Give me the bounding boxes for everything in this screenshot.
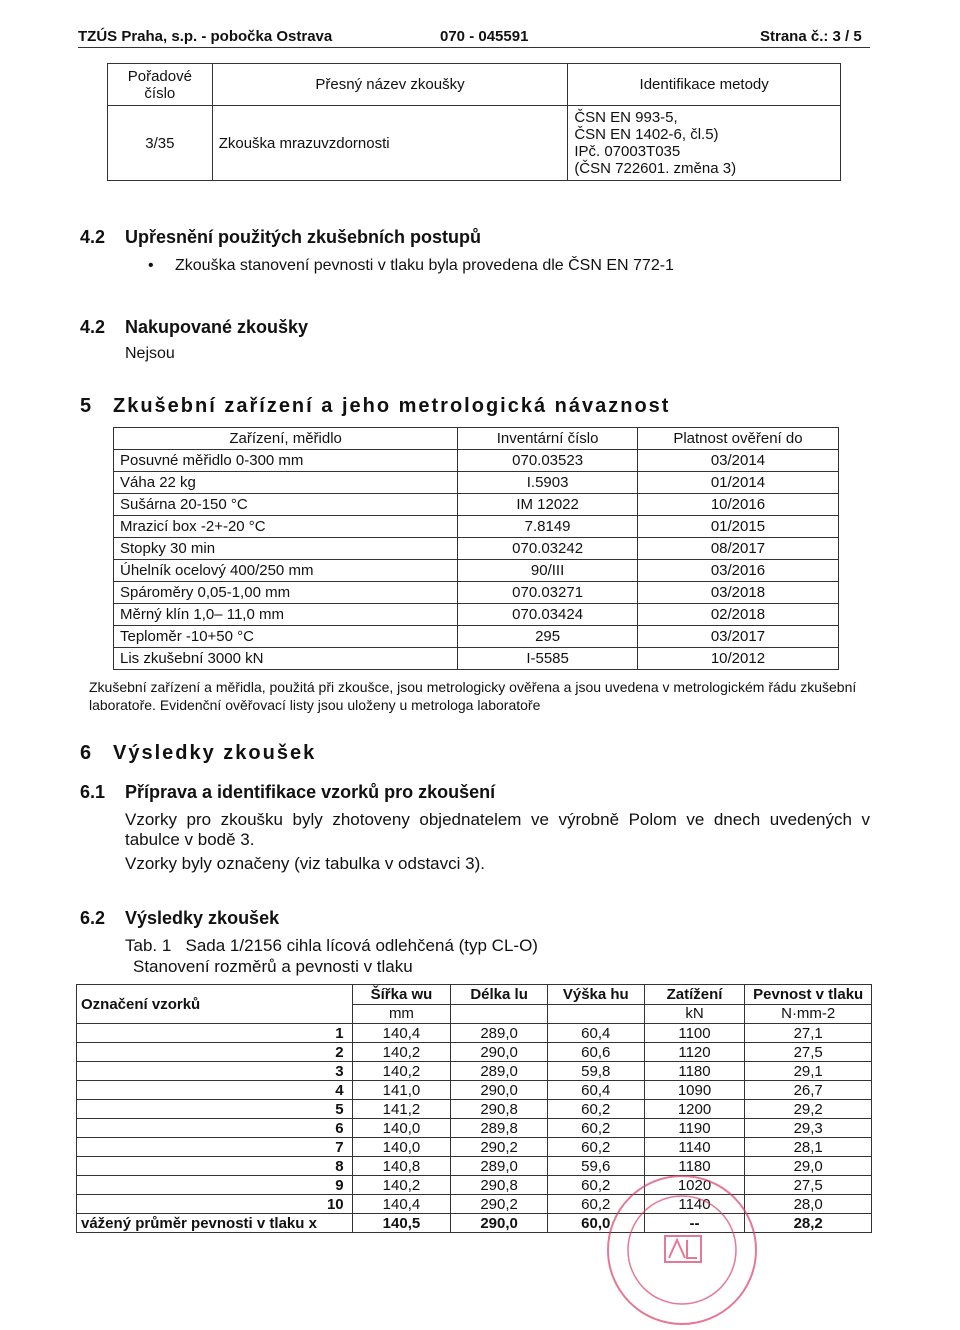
cell-length: 289,0: [451, 1024, 548, 1043]
section-4-2a-number: 4.2: [80, 227, 106, 247]
test-row-number: 3/35: [108, 106, 213, 181]
cell-width: 141,0: [352, 1081, 451, 1100]
eq-validity: 03/2018: [637, 582, 838, 604]
eq-device: Teploměr -10+50 °C: [114, 626, 458, 648]
cell-height: 60,2: [547, 1119, 644, 1138]
section-6-1-para2: Vzorky byly označeny (viz tabulka v odstavci 3).: [125, 854, 485, 873]
cell-load: 1180: [644, 1062, 745, 1081]
average-label: vážený průměr pevnosti v tlaku x: [77, 1214, 353, 1233]
eq-validity: 08/2017: [637, 538, 838, 560]
sample-id: 5: [77, 1100, 353, 1119]
col-header-length: Délka lu: [451, 985, 548, 1005]
eq-validity: 01/2015: [637, 516, 838, 538]
cell-width: 140,4: [352, 1024, 451, 1043]
cell-width: 140,2: [352, 1176, 451, 1195]
cell-strength: 27,1: [745, 1024, 872, 1043]
test-row-methods: [568, 106, 841, 181]
cell-strength: 28,0: [745, 1195, 872, 1214]
average-strength: 28,2: [745, 1214, 872, 1233]
cell-width: 140,8: [352, 1157, 451, 1176]
table-row: [77, 1119, 872, 1138]
eq-device: Posuvné měřidlo 0-300 mm: [114, 450, 458, 472]
section-6-1-para1: Vzorky pro zkoušku byly zhotoveny objednatelem ve výrobně Polom ve dnech uvedených v tabulce v bodě 3.: [125, 810, 870, 849]
eq-validity: 01/2014: [637, 472, 838, 494]
equipment-table: [113, 427, 839, 670]
header-doc-number: 070 - 045591: [440, 28, 529, 45]
test-row-name: Zkouška mrazuvzdornosti: [212, 106, 568, 181]
eq-validity: 03/2016: [637, 560, 838, 582]
cell-height: 60,4: [547, 1024, 644, 1043]
eq-device: Stopky 30 min: [114, 538, 458, 560]
average-height: 60,0: [547, 1214, 644, 1233]
method-line: IPč. 07003T035: [574, 143, 681, 160]
method-line: ČSN EN 1402-6, čl.5): [574, 126, 719, 143]
eq-validity: 10/2012: [637, 648, 838, 670]
cell-height: 60,6: [547, 1043, 644, 1062]
table-row: [77, 1100, 872, 1119]
eq-inventory: 070.03242: [458, 538, 638, 560]
eq-inventory: 070.03523: [458, 450, 638, 472]
cell-load: 1190: [644, 1119, 745, 1138]
section-6-1-title: Příprava a identifikace vzorků pro zkoušení: [125, 782, 496, 802]
col-header-load: Zatížení: [644, 985, 745, 1005]
cell-length: 289,8: [451, 1119, 548, 1138]
table-subcaption: Stanovení rozměrů a pevnosti v tlaku: [133, 957, 413, 976]
col-header-strength: Pevnost v tlaku: [745, 985, 872, 1005]
table-row: [114, 538, 839, 560]
section-4-2b-text: Nejsou: [125, 345, 175, 362]
sample-id: 10: [77, 1195, 353, 1214]
section-4-2b-number: 4.2: [80, 317, 106, 337]
cell-length: 289,0: [451, 1157, 548, 1176]
sample-id: 9: [77, 1176, 353, 1195]
section-4-2a-bullet: Zkouška stanovení pevnosti v tlaku byla provedena dle ČSN EN 772-1: [175, 257, 674, 274]
table-caption: Tab. 1 Sada 1/2156 cihla lícová odlehčená (typ CL-O): [125, 936, 538, 955]
cell-strength: 29,2: [745, 1100, 872, 1119]
method-line: ČSN EN 993-5,: [574, 109, 678, 126]
eq-header-validity: Platnost ověření do: [637, 428, 838, 450]
col-header-order: Pořadové číslo: [108, 64, 213, 106]
cell-length: 289,0: [451, 1062, 548, 1081]
section-6-1-number: 6.1: [80, 782, 106, 802]
eq-header-inventory: Inventární číslo: [458, 428, 638, 450]
cell-length: 290,8: [451, 1100, 548, 1119]
unit-strength: N·mm-2: [745, 1004, 872, 1024]
section-6-2-number: 6.2: [80, 908, 106, 928]
cell-strength: 28,1: [745, 1138, 872, 1157]
eq-device: Měrný klín 1,0– 11,0 mm: [114, 604, 458, 626]
cell-width: 140,0: [352, 1138, 451, 1157]
cell-width: 140,4: [352, 1195, 451, 1214]
eq-header-device: Zařízení, měřidlo: [114, 428, 458, 450]
col-header-width-label: Šířka wu: [370, 985, 433, 1003]
sample-id: 2: [77, 1043, 353, 1062]
average-length: 290,0: [451, 1214, 548, 1233]
cell-load: 1120: [644, 1043, 745, 1062]
cell-width: 140,0: [352, 1119, 451, 1138]
eq-inventory: 7.8149: [458, 516, 638, 538]
col-header-height: Výška hu: [547, 985, 644, 1005]
sample-id: 7: [77, 1138, 353, 1157]
unit-height: [547, 1004, 644, 1024]
cell-height: 60,4: [547, 1081, 644, 1100]
unit-load: kN: [644, 1004, 745, 1024]
cell-load: 1090: [644, 1081, 745, 1100]
section-6-title: Výsledky zkoušek: [113, 742, 317, 764]
cell-length: 290,2: [451, 1195, 548, 1214]
eq-inventory: I-5585: [458, 648, 638, 670]
table-row: [114, 626, 839, 648]
col-header-test-name: Přesný název zkoušky: [212, 64, 568, 106]
cell-strength: 27,5: [745, 1176, 872, 1195]
table-row: [77, 1024, 872, 1043]
cell-strength: 29,1: [745, 1062, 872, 1081]
eq-validity: 03/2017: [637, 626, 838, 648]
cell-height: 59,6: [547, 1157, 644, 1176]
average-width: 140,5: [352, 1214, 451, 1233]
cell-width: 141,2: [352, 1100, 451, 1119]
table-row: [114, 560, 839, 582]
table-row: [114, 494, 839, 516]
eq-validity: 02/2018: [637, 604, 838, 626]
cell-height: 60,2: [547, 1100, 644, 1119]
cell-height: 60,2: [547, 1195, 644, 1214]
eq-validity: 03/2014: [637, 450, 838, 472]
method-line: (ČSN 722601. změna 3): [574, 160, 737, 177]
cell-height: 59,8: [547, 1062, 644, 1081]
table-row: [114, 604, 839, 626]
table-row: [114, 450, 839, 472]
section-4-2a-title: Upřesnění použitých zkušebních postupů: [125, 227, 482, 247]
header-rule: [78, 47, 870, 48]
section-5-number: 5: [80, 395, 94, 417]
col-header-method: Identifikace metody: [568, 64, 841, 106]
eq-inventory: 070.03424: [458, 604, 638, 626]
eq-inventory: 295: [458, 626, 638, 648]
eq-validity: 10/2016: [637, 494, 838, 516]
laboratory-stamp: [595, 1168, 770, 1328]
cell-load: 1020: [644, 1176, 745, 1195]
unit-length: [451, 1004, 548, 1024]
equipment-note: Zkušební zařízení a měřidla, použitá při zkoušce, jsou metrologicky ověřena a jsou uvedena v metrologickém řádu zkušební laboratoře. Evidenční ověřovací listy jsou uloženy u metrologa laboratoře: [89, 679, 857, 713]
eq-device: Úhelník ocelový 400/250 mm: [114, 560, 458, 582]
col-header-width: [352, 985, 451, 1005]
table-row: [77, 1138, 872, 1157]
cell-length: 290,8: [451, 1176, 548, 1195]
cell-length: 290,2: [451, 1138, 548, 1157]
bullet-icon: •: [148, 257, 154, 274]
eq-inventory: I.5903: [458, 472, 638, 494]
header-page-number: Strana č.: 3 / 5: [760, 28, 862, 45]
cell-length: 290,0: [451, 1081, 548, 1100]
sample-id: 3: [77, 1062, 353, 1081]
unit-width: mm: [352, 1004, 451, 1024]
table-row: [114, 648, 839, 670]
cell-length: 290,0: [451, 1043, 548, 1062]
eq-device: Mrazicí box -2+-20 °C: [114, 516, 458, 538]
cell-height: 60,2: [547, 1138, 644, 1157]
table-row: [114, 516, 839, 538]
eq-inventory: 070.03271: [458, 582, 638, 604]
section-5-title: Zkušební zařízení a jeho metrologická návaznost: [113, 395, 671, 417]
eq-device: Váha 22 kg: [114, 472, 458, 494]
cell-width: 140,2: [352, 1062, 451, 1081]
cell-width: 140,2: [352, 1043, 451, 1062]
table-row: [77, 1062, 872, 1081]
sample-id: 8: [77, 1157, 353, 1176]
section-4-2b-title: Nakupované zkoušky: [125, 317, 309, 337]
average-load: --: [644, 1214, 745, 1233]
eq-inventory: 90/III: [458, 560, 638, 582]
cell-strength: 29,0: [745, 1157, 872, 1176]
cell-strength: 26,7: [745, 1081, 872, 1100]
eq-device: Sušárna 20-150 °C: [114, 494, 458, 516]
cell-load: 1100: [644, 1024, 745, 1043]
eq-device: Lis zkušební 3000 kN: [114, 648, 458, 670]
cell-load: 1140: [644, 1195, 745, 1214]
section-6-2-title: Výsledky zkoušek: [125, 908, 280, 928]
cell-strength: 29,3: [745, 1119, 872, 1138]
cell-strength: 27,5: [745, 1043, 872, 1062]
section-6-number: 6: [80, 742, 94, 764]
cell-height: 60,2: [547, 1176, 644, 1195]
cell-load: 1140: [644, 1138, 745, 1157]
eq-device: Spároměry 0,05-1,00 mm: [114, 582, 458, 604]
table-row: [77, 1043, 872, 1062]
cell-load: 1200: [644, 1100, 745, 1119]
table-row: [114, 472, 839, 494]
eq-inventory: IM 12022: [458, 494, 638, 516]
sample-id: 1: [77, 1024, 353, 1043]
sample-id: 4: [77, 1081, 353, 1100]
table-row: [114, 582, 839, 604]
cell-load: 1180: [644, 1157, 745, 1176]
header-org: TZÚS Praha, s.p. - pobočka Ostrava: [78, 28, 333, 45]
test-table: [107, 63, 841, 181]
col-header-sample: Označení vzorků: [77, 985, 353, 1024]
table-row: [77, 1081, 872, 1100]
sample-id: 6: [77, 1119, 353, 1138]
